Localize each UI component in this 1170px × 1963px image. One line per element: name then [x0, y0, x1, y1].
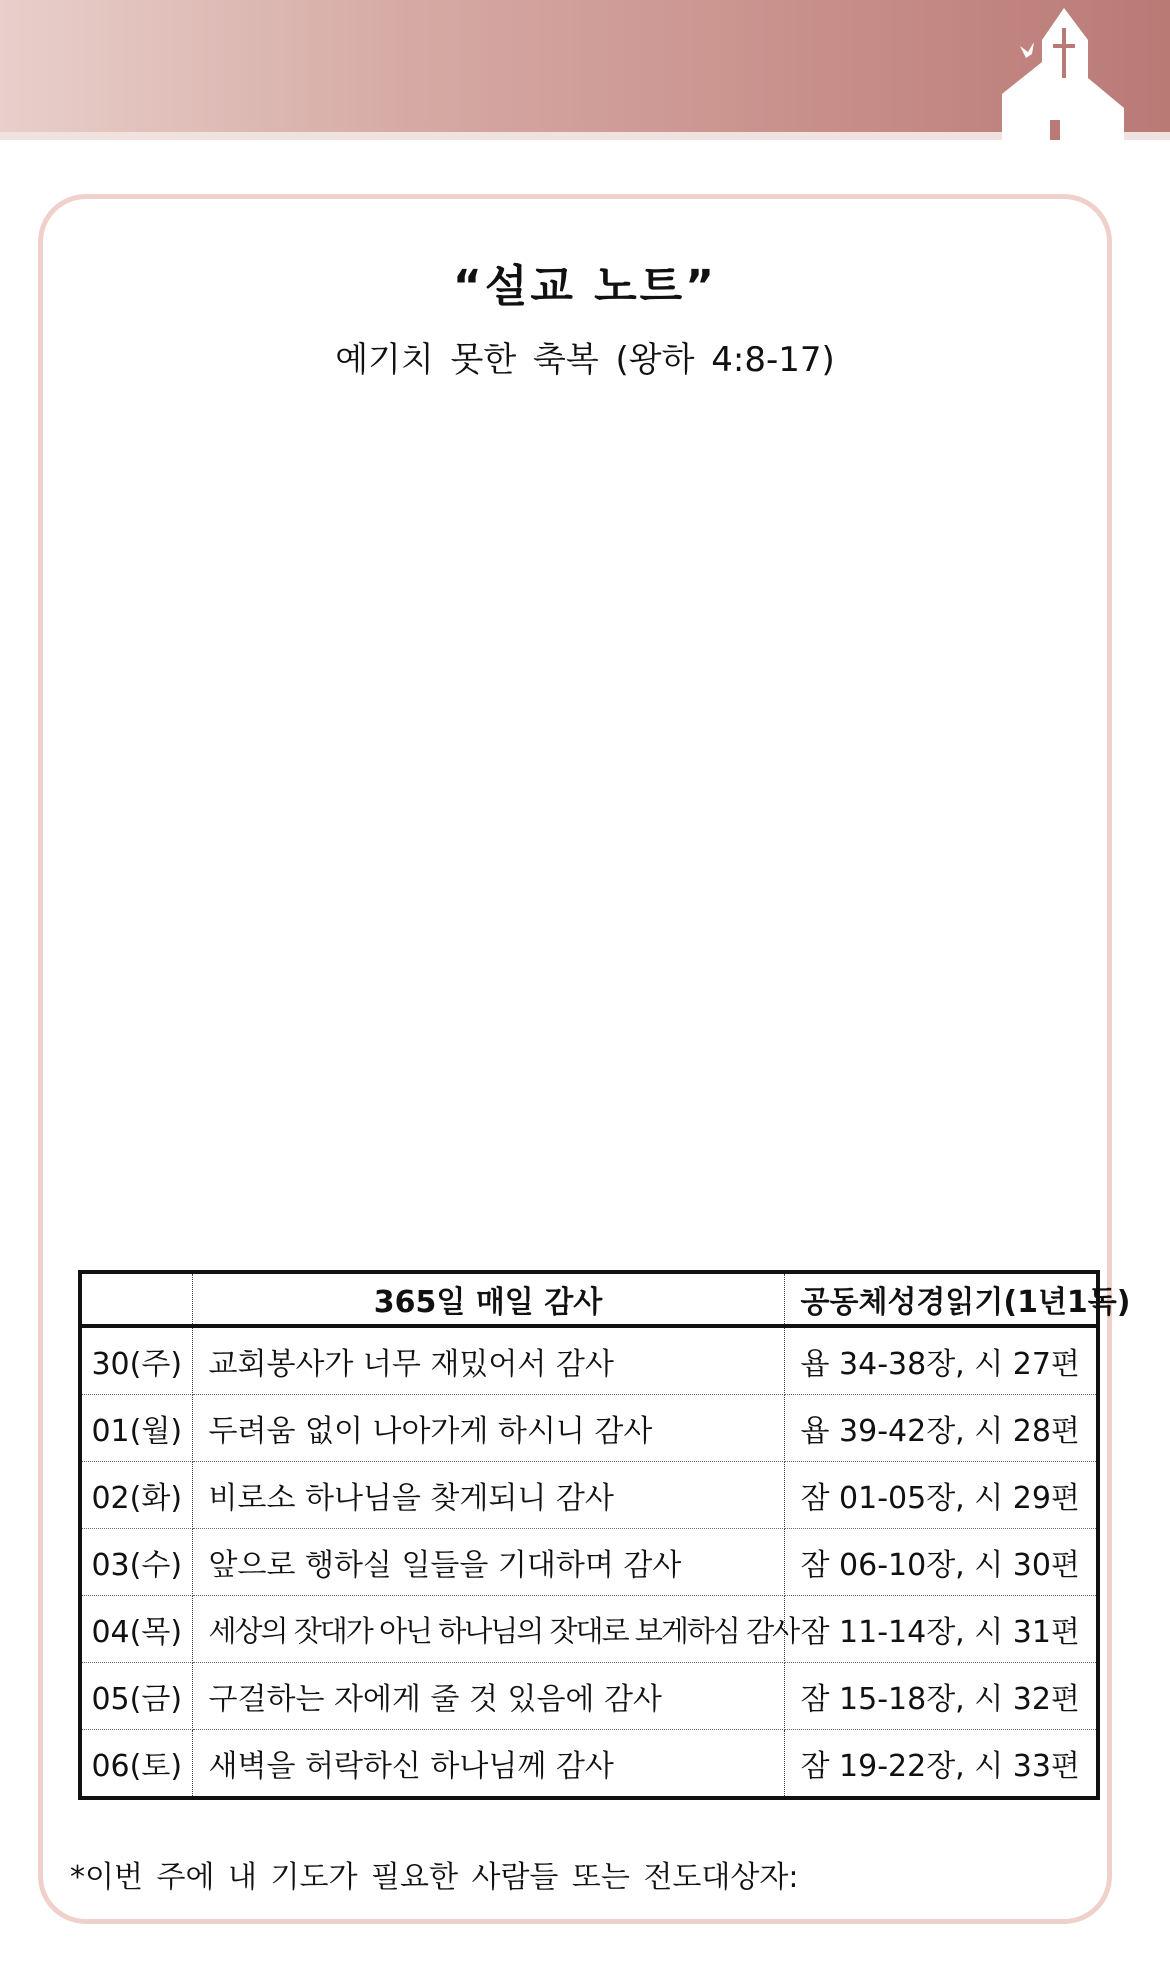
gratitude-cell: 구걸하는 자에게 줄 것 있음에 감사 [192, 1663, 784, 1730]
table-row [80, 1663, 1098, 1730]
gratitude-cell: 비로소 하나님을 찾게되니 감사 [192, 1462, 784, 1529]
church-icon [998, 8, 1130, 140]
day-cell: 04(목) [80, 1596, 192, 1663]
gratitude-cell: 새벽을 허락하신 하나님께 감사 [192, 1730, 784, 1799]
gratitude-cell: 세상의 잣대가 아닌 하나님의 잣대로 보게하심 감사 [192, 1596, 784, 1663]
top-banner [0, 0, 1170, 132]
gratitude-reading-table [78, 1270, 1131, 1800]
table-row [80, 1529, 1098, 1596]
table-row [80, 1730, 1098, 1799]
table-row [80, 1395, 1098, 1462]
header-bible-reading: 공동체성경읽기(1년1독) [784, 1272, 1098, 1326]
header-gratitude: 365일 매일 감사 [192, 1272, 784, 1326]
day-cell: 06(토) [80, 1730, 192, 1799]
prayer-request-label: *이번 주에 내 기도가 필요한 사람들 또는 전도대상자: [70, 1860, 799, 1895]
table-row [80, 1326, 1098, 1395]
banner-edge [0, 132, 1170, 140]
reading-cell: 잠 06-10장, 시 30편 [784, 1529, 1098, 1596]
table-row [80, 1462, 1098, 1529]
reading-cell: 잠 15-18장, 시 32편 [784, 1663, 1098, 1730]
gratitude-cell: 교회봉사가 너무 재밌어서 감사 [192, 1326, 784, 1395]
reading-cell: 잠 01-05장, 시 29편 [784, 1462, 1098, 1529]
gratitude-cell: 앞으로 행하실 일들을 기대하며 감사 [192, 1529, 784, 1596]
gratitude-cell: 두려움 없이 나아가게 하시니 감사 [192, 1395, 784, 1462]
reading-cell: 잠 19-22장, 시 33편 [784, 1730, 1098, 1799]
day-cell: 05(금) [80, 1663, 192, 1730]
table-header-row [80, 1272, 1098, 1326]
day-cell: 01(월) [80, 1395, 192, 1462]
day-cell: 02(화) [80, 1462, 192, 1529]
reading-cell: 욥 34-38장, 시 27편 [784, 1326, 1098, 1395]
day-cell: 30(주) [80, 1326, 192, 1395]
reading-cell: 잠 11-14장, 시 31편 [784, 1596, 1098, 1663]
table-row [80, 1596, 1098, 1663]
reading-cell: 욥 39-42장, 시 28편 [784, 1395, 1098, 1462]
header-day [80, 1272, 192, 1326]
sermon-subtitle: 예기치 못한 축복 (왕하 4:8-17) [335, 340, 835, 380]
page-title: “설교 노트” [452, 261, 718, 312]
day-cell: 03(수) [80, 1529, 192, 1596]
